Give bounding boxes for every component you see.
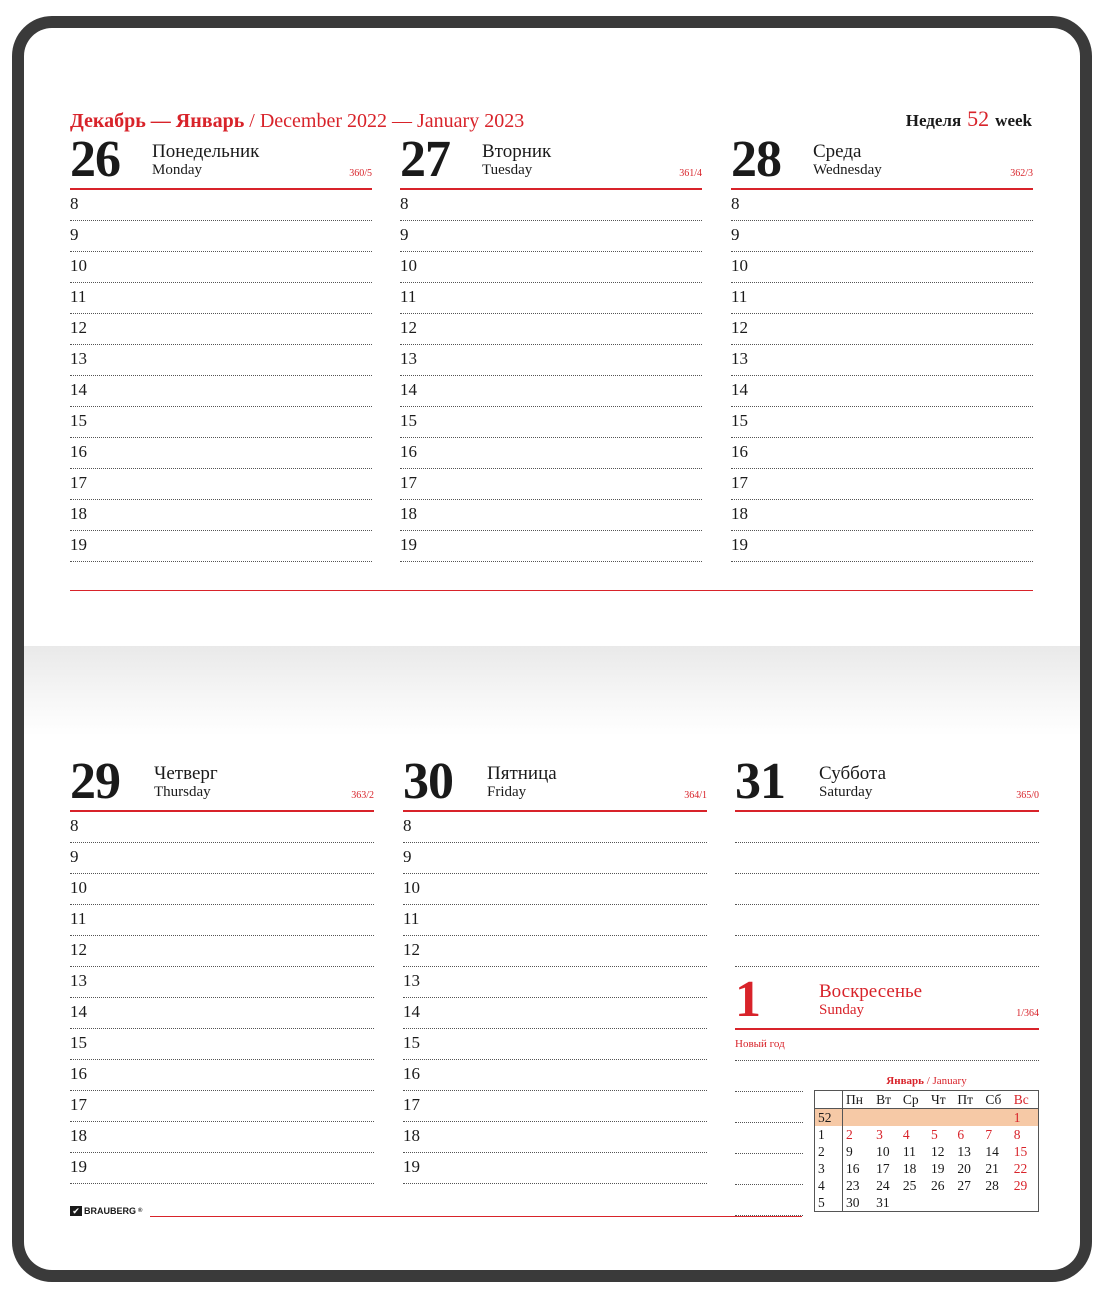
- day-name-ru: Вторник: [482, 141, 552, 162]
- hour-line: 17: [400, 469, 702, 500]
- calendar-day-cell: 14: [985, 1144, 999, 1159]
- hour-line: 12: [70, 936, 374, 967]
- calendar-week-row: [815, 1160, 1039, 1177]
- weekday-header: Пн: [843, 1091, 874, 1109]
- hour-list: [403, 812, 707, 1184]
- hour-list: [731, 190, 1033, 562]
- day-count: 363/2: [351, 790, 374, 801]
- hour-line: 8: [70, 812, 374, 843]
- week-number-cell: 5: [815, 1194, 843, 1212]
- hour-line: 18: [403, 1122, 707, 1153]
- hour-line: 10: [70, 252, 372, 283]
- day-name-en: Wednesday: [813, 162, 882, 178]
- day-name-en: Sunday: [819, 1002, 864, 1018]
- mini-month-en: / January: [926, 1075, 967, 1087]
- calendar-day-cell: 25: [902, 1178, 917, 1193]
- calendar-day-cell: [843, 1109, 874, 1127]
- calendar-week-row: [815, 1109, 1039, 1127]
- hour-line: 11: [400, 283, 702, 314]
- hour-list: [70, 190, 372, 562]
- day-number: 27: [400, 131, 450, 188]
- bottom-page-footer-line: [150, 1216, 802, 1217]
- hour-list: [400, 190, 702, 562]
- hour-line: 16: [70, 438, 372, 469]
- week-column-header: [815, 1091, 843, 1109]
- hour-line: 14: [400, 376, 702, 407]
- day-number: 31: [735, 753, 785, 810]
- hour-line: 13: [403, 967, 707, 998]
- mini-calendar-grid: [814, 1090, 1039, 1212]
- hour-line: 17: [70, 469, 372, 500]
- calendar-day-cell: 30: [846, 1195, 860, 1210]
- day-name-ru: Среда: [813, 141, 862, 162]
- hour-line: 8: [70, 190, 372, 221]
- day-tuesday: [400, 131, 702, 562]
- hour-line: 13: [70, 967, 374, 998]
- months-en: / December 2022 — January 2023: [249, 110, 525, 132]
- hour-line: 15: [400, 407, 702, 438]
- calendar-day-cell: 19: [930, 1161, 945, 1176]
- hour-line: 9: [70, 221, 372, 252]
- calendar-day-cell: 29: [1013, 1178, 1028, 1193]
- calendar-week-row: [815, 1126, 1039, 1143]
- hour-line: 14: [70, 998, 374, 1029]
- weekday-header: Вт: [873, 1091, 900, 1109]
- day-header: [70, 131, 372, 190]
- mini-calendar-title: [814, 1072, 1039, 1090]
- hour-line: 16: [70, 1060, 374, 1091]
- hour-line: 16: [400, 438, 702, 469]
- week-label-en: week: [995, 111, 1032, 130]
- hour-line: 9: [400, 221, 702, 252]
- month-range-header: [70, 110, 524, 133]
- weekday-header: Ср: [900, 1091, 928, 1109]
- day-name-ru: Воскресенье: [819, 981, 923, 1002]
- calendar-day-cell: 9: [846, 1144, 853, 1159]
- brand-mark: ®: [138, 1208, 143, 1214]
- note-line: [735, 1154, 803, 1185]
- note-line: [735, 874, 1039, 905]
- hour-line: 9: [403, 843, 707, 874]
- hour-line: 18: [400, 500, 702, 531]
- hour-line: 12: [731, 314, 1033, 345]
- weekday-header: Чт: [928, 1091, 954, 1109]
- day-count: 362/3: [1010, 168, 1033, 179]
- note-line: [735, 843, 1039, 874]
- checkmark-icon: ✔: [70, 1206, 82, 1216]
- hour-line: 16: [403, 1060, 707, 1091]
- calendar-day-cell: 2: [846, 1127, 853, 1142]
- hour-line: 15: [70, 1029, 374, 1060]
- calendar-day-cell: 28: [985, 1178, 999, 1193]
- day-friday: [403, 753, 707, 1184]
- hour-line: 12: [70, 314, 372, 345]
- calendar-day-cell: 31: [876, 1195, 890, 1210]
- hour-line: 15: [70, 407, 372, 438]
- calendar-day-cell: 13: [957, 1144, 971, 1159]
- week-header: [906, 106, 1032, 132]
- calendar-day-cell: 18: [902, 1161, 917, 1176]
- week-number: 52: [967, 106, 990, 131]
- page-fold: [24, 646, 1080, 736]
- note-line: [735, 812, 1039, 843]
- calendar-day-cell: [928, 1194, 954, 1212]
- hour-line: 10: [400, 252, 702, 283]
- hour-line: 8: [731, 190, 1033, 221]
- day-header: [735, 753, 1039, 812]
- hour-line: 14: [731, 376, 1033, 407]
- day-name-en: Thursday: [154, 784, 211, 800]
- note-line: [735, 1061, 803, 1092]
- day-count: 364/1: [684, 790, 707, 801]
- week-number-cell: 3: [815, 1160, 843, 1177]
- hour-line: 10: [70, 874, 374, 905]
- calendar-day-cell: 8: [1013, 1127, 1021, 1142]
- brand-logo: [70, 1206, 142, 1216]
- hour-line: 19: [403, 1153, 707, 1184]
- calendar-day-cell: [900, 1194, 928, 1212]
- hour-line: 10: [731, 252, 1033, 283]
- day-count: 360/5: [349, 168, 372, 179]
- calendar-day-cell: [982, 1194, 1010, 1212]
- hour-line: 17: [403, 1091, 707, 1122]
- calendar-day-cell: [954, 1194, 982, 1212]
- brand-name: BRAUBERG: [84, 1206, 137, 1216]
- hour-line: 14: [403, 998, 707, 1029]
- day-name-ru: Суббота: [819, 763, 887, 784]
- calendar-day-cell: 20: [957, 1161, 971, 1176]
- day-name-ru: Понедельник: [152, 141, 260, 162]
- hour-line: 13: [70, 345, 372, 376]
- day-number: 1: [735, 971, 760, 1028]
- day-saturday: [735, 753, 1039, 967]
- calendar-day-cell: 26: [930, 1178, 945, 1193]
- calendar-day-cell: [873, 1109, 900, 1127]
- note-line: [735, 905, 1039, 936]
- day-count: 365/0: [1016, 790, 1039, 801]
- day-header: [731, 131, 1033, 190]
- hour-line: 19: [70, 531, 372, 562]
- weekday-header: Сб: [982, 1091, 1010, 1109]
- calendar-day-cell: 15: [1013, 1144, 1028, 1159]
- calendar-day-cell: 4: [902, 1127, 910, 1142]
- hour-line: 13: [400, 345, 702, 376]
- day-number: 26: [70, 131, 120, 188]
- day-count: 1/364: [1016, 1008, 1039, 1019]
- hour-line: 19: [70, 1153, 374, 1184]
- calendar-day-cell: 23: [846, 1178, 860, 1193]
- day-number: 30: [403, 753, 453, 810]
- day-number: 29: [70, 753, 120, 810]
- calendar-day-cell: [982, 1109, 1010, 1127]
- day-header: [403, 753, 707, 812]
- hour-line: 9: [731, 221, 1033, 252]
- calendar-week-row: [815, 1194, 1039, 1212]
- hour-line: 18: [70, 1122, 374, 1153]
- note-line: [735, 1123, 803, 1154]
- calendar-week-row: [815, 1177, 1039, 1194]
- day-name-en: Saturday: [819, 784, 873, 800]
- holiday-note: Новый год: [735, 1030, 1039, 1061]
- calendar-day-cell: 16: [846, 1161, 860, 1176]
- weekday-header: Пт: [954, 1091, 982, 1109]
- week-number-cell: 4: [815, 1177, 843, 1194]
- calendar-day-cell: 22: [1013, 1161, 1028, 1176]
- day-header: [70, 753, 374, 812]
- note-line: [735, 1092, 803, 1123]
- calendar-week-row: [815, 1143, 1039, 1160]
- hour-line: 19: [400, 531, 702, 562]
- calendar-day-cell: 7: [985, 1127, 993, 1142]
- hour-line: 18: [731, 500, 1033, 531]
- calendar-day-cell: 24: [876, 1178, 890, 1193]
- day-header: [735, 971, 1039, 1030]
- hour-line: 19: [731, 531, 1033, 562]
- hour-line: 15: [731, 407, 1033, 438]
- months-ru: Декабрь — Январь: [70, 110, 245, 132]
- hour-line: 11: [70, 905, 374, 936]
- week-number-cell: 52: [815, 1109, 843, 1127]
- calendar-day-cell: 12: [930, 1144, 945, 1159]
- day-name-ru: Пятница: [487, 763, 557, 784]
- weekday-header: Вс: [1011, 1091, 1039, 1109]
- day-name-en: Friday: [487, 784, 527, 800]
- note-line: [735, 1185, 803, 1216]
- mini-calendar: [814, 1072, 1039, 1212]
- calendar-day-cell: 17: [876, 1161, 890, 1176]
- hour-line: 14: [70, 376, 372, 407]
- note-line: [735, 936, 1039, 967]
- hour-line: 17: [70, 1091, 374, 1122]
- hour-line: 12: [400, 314, 702, 345]
- top-page-footer-line: [70, 590, 1033, 591]
- calendar-day-cell: [928, 1109, 954, 1127]
- day-name-en: Tuesday: [482, 162, 533, 178]
- hour-line: 18: [70, 500, 372, 531]
- calendar-day-cell: 21: [985, 1161, 999, 1176]
- hour-line: 17: [731, 469, 1033, 500]
- mini-month-ru: Январь: [886, 1075, 924, 1087]
- calendar-day-cell: [1011, 1194, 1039, 1212]
- hour-line: 11: [70, 283, 372, 314]
- day-number: 28: [731, 131, 781, 188]
- hour-line: 12: [403, 936, 707, 967]
- day-wednesday: [731, 131, 1033, 562]
- calendar-day-cell: 11: [902, 1144, 916, 1159]
- calendar-day-cell: [900, 1109, 928, 1127]
- calendar-day-cell: 27: [957, 1178, 971, 1193]
- hour-line: 11: [731, 283, 1033, 314]
- hour-line: 11: [403, 905, 707, 936]
- week-number-cell: 1: [815, 1126, 843, 1143]
- day-monday: [70, 131, 372, 562]
- hour-line: 15: [403, 1029, 707, 1060]
- hour-line: 8: [403, 812, 707, 843]
- hour-line: 9: [70, 843, 374, 874]
- calendar-day-cell: [954, 1109, 982, 1127]
- day-thursday: [70, 753, 374, 1184]
- calendar-day-cell: 1: [1011, 1109, 1039, 1127]
- week-number-cell: 2: [815, 1143, 843, 1160]
- calendar-day-cell: 5: [930, 1127, 938, 1142]
- hour-line: 10: [403, 874, 707, 905]
- day-header: [400, 131, 702, 190]
- day-count: 361/4: [679, 168, 702, 179]
- day-name-ru: Четверг: [154, 763, 218, 784]
- calendar-day-cell: 6: [957, 1127, 965, 1142]
- calendar-day-cell: 3: [876, 1127, 883, 1142]
- hour-line: 16: [731, 438, 1033, 469]
- week-label-ru: Неделя: [905, 111, 962, 130]
- hour-list: [70, 812, 374, 1184]
- hour-line: 8: [400, 190, 702, 221]
- calendar-day-cell: 10: [876, 1144, 890, 1159]
- hour-line: 13: [731, 345, 1033, 376]
- day-name-en: Monday: [152, 162, 202, 178]
